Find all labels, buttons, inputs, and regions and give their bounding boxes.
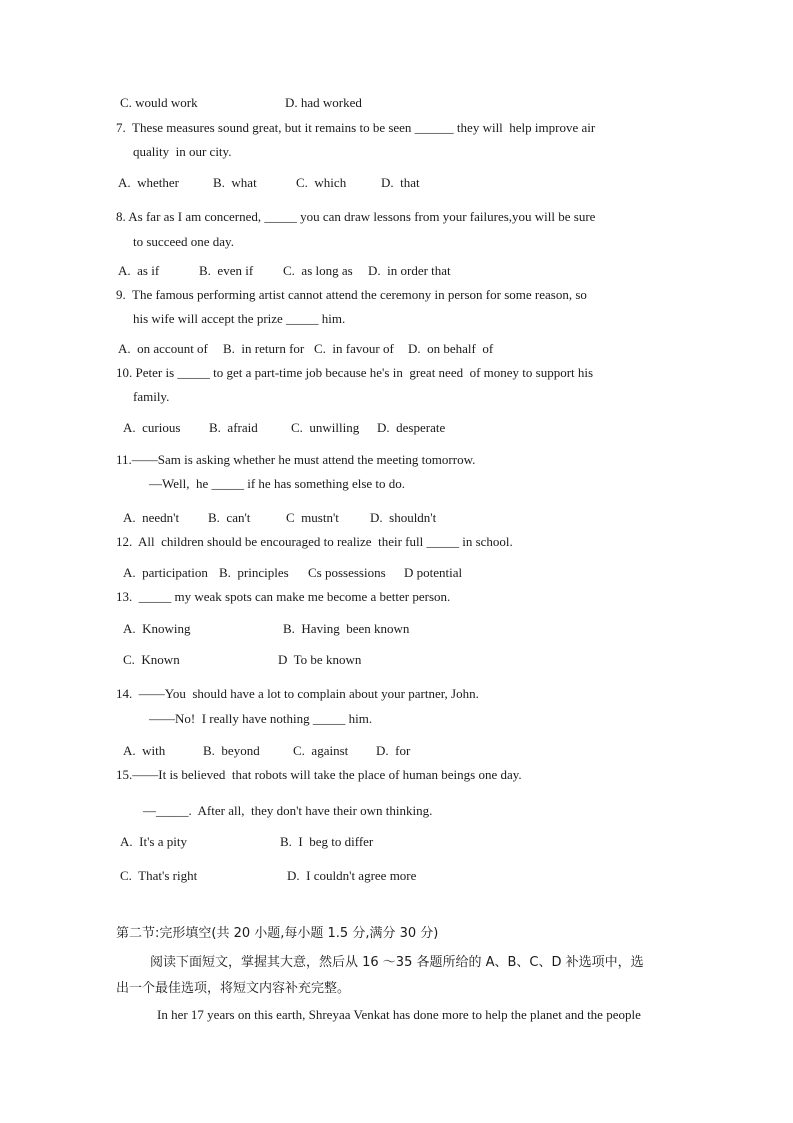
q13-option-c: C. Known [123, 652, 180, 667]
q15-option-a: A. It's a pity [120, 834, 187, 849]
q10-stem-cont: family. [133, 389, 170, 404]
q15-stem: 15.——It is believed that robots will take the place of human beings one day. [116, 767, 522, 782]
q11-stem-cont: —Well, he _____ if he has something else to do. [149, 476, 406, 491]
q13-stem: 13. _____ my weak spots can make me become a better person. [116, 589, 451, 604]
q11-option-c: C mustn't [286, 510, 339, 525]
q13-option-b: B. Having been known [283, 621, 410, 636]
q8-option-a: A. as if [118, 263, 160, 278]
q7-option-d: D. that [381, 175, 420, 190]
q13-option-a: A. Knowing [123, 621, 191, 636]
q8-option-d: D. in order that [368, 263, 451, 278]
q7-option-a: A. whether [118, 175, 180, 190]
q8-option-b: B. even if [199, 263, 254, 278]
q14-stem-cont: ——No! I really have nothing _____ him. [149, 711, 373, 726]
q8-option-c: C. as long as [283, 263, 353, 278]
q9-option-c: C. in favour of [314, 341, 394, 356]
q9-option-d: D. on behalf of [408, 341, 494, 356]
q11-stem: 11.——Sam is asking whether he must attend the meeting tomorrow. [116, 452, 476, 467]
q7-stem: 7. These measures sound great, but it remains to be seen ______ they will help improve air [116, 120, 596, 135]
q8-stem-cont: to succeed one day. [133, 234, 234, 249]
q10-option-a: A. curious [123, 420, 181, 435]
q9-stem-cont: his wife will accept the prize _____ him. [133, 311, 346, 326]
q9-option-b: B. in return for [223, 341, 305, 356]
q14-stem: 14. ——You should have a lot to complain about your partner, John. [116, 686, 479, 701]
q15-option-d: D. I couldn't agree more [287, 868, 417, 883]
q10-option-d: D. desperate [377, 420, 446, 435]
q15-option-c: C. That's right [120, 868, 198, 883]
q6-option-c: C. would work [120, 95, 198, 110]
q15-stem-cont: —_____. After all, they don't have their own thinking. [143, 803, 433, 818]
q15-option-b: B. I beg to differ [280, 834, 374, 849]
q12-option-b: B. principles [219, 565, 289, 580]
q14-option-b: B. beyond [203, 743, 260, 758]
q14-option-a: A. with [123, 743, 166, 758]
q9-option-a: A. on account of [118, 341, 208, 356]
section-instructions: 阅读下面短文，掌握其大意，然后从 16 ～35 各题所给的 A、B、C、D 补选项中，选 [150, 955, 644, 970]
q10-option-c: C. unwilling [291, 420, 360, 435]
q11-option-b: B. can't [208, 510, 251, 525]
q7-option-b: B. what [213, 175, 257, 190]
q7-option-c: C. which [296, 175, 347, 190]
q9-stem: 9. The famous performing artist cannot attend the ceremony in person for some reason, so [116, 287, 587, 302]
section-instructions-cont: 出一个最佳选项，将短文内容补充完整。 [116, 981, 351, 996]
q11-option-d: D. shouldn't [370, 510, 437, 525]
q12-stem: 12. All children should be encouraged to realize their full _____ in school. [116, 534, 513, 549]
q12-option-d: D potential [404, 565, 463, 580]
q8-stem: 8. As far as I am concerned, _____ you can draw lessons from your failures,you will be sure [116, 209, 596, 224]
q10-stem: 10. Peter is _____ to get a part-time job because he's in great need of money to support his [116, 365, 594, 380]
q13-option-d: D To be known [278, 652, 362, 667]
passage-paragraph: In her 17 years on this earth, Shreyaa Venkat has done more to help the planet and the people [157, 1007, 641, 1022]
q10-option-b: B. afraid [209, 420, 258, 435]
q7-stem-cont: quality in our city. [133, 144, 232, 159]
q6-option-d: D. had worked [285, 95, 362, 110]
q12-option-c: Cs possessions [308, 565, 386, 580]
q12-option-a: A. participation [123, 565, 208, 580]
q14-option-d: D. for [376, 743, 411, 758]
q14-option-c: C. against [293, 743, 349, 758]
section-heading: 第二节:完形填空(共 20 小题,每小题 1.5 分,满分 30 分) [116, 926, 439, 941]
q11-option-a: A. needn't [123, 510, 180, 525]
